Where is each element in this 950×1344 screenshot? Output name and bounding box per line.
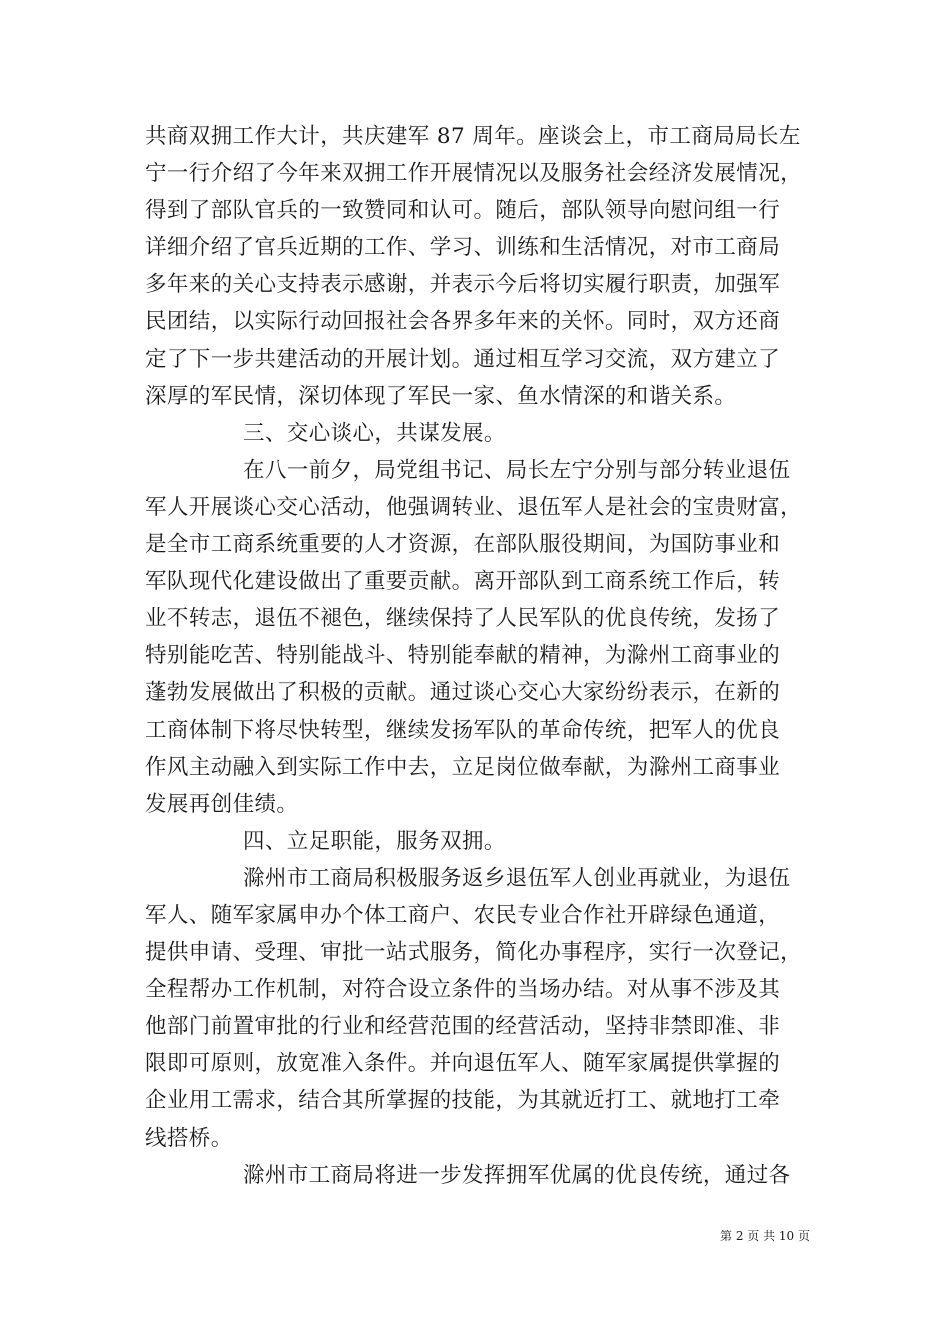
text-line: 共商双拥工作大计，共庆建军 87 周年。座谈会上，市工商局局长左 — [145, 124, 801, 149]
text-line: 提供申请、受理、审批一站式服务，简化办事程序，实行一次登记， — [145, 940, 803, 966]
text-line: 全程帮办工作机制，对符合设立条件的当场办结。对从事不涉及其 — [145, 977, 781, 1003]
text-line: 宁一行介绍了今年来双拥工作开展情况以及服务社会经济发展情况， — [145, 161, 803, 187]
text-line: 军人、随军家属申办个体工商户、农民专业合作社开辟绿色通道， — [145, 902, 781, 928]
text-line: 特别能吃苦、特别能战斗、特别能奉献的精神，为滁州工商事业的 — [145, 643, 781, 669]
text-line: 军队现代化建设做出了重要贡献。离开部队到工商系统工作后，转 — [145, 569, 781, 595]
text-line: 滁州市工商局积极服务返乡退伍军人创业再就业，为退伍 — [243, 865, 791, 891]
text-line: 民团结，以实际行动回报社会各界多年来的关怀。同时，双方还商 — [145, 309, 781, 335]
text-line: 企业用工需求，结合其所掌握的技能，为其就近打工、就地打工牵 — [145, 1088, 781, 1114]
text-line: 限即可原则，放宽准入条件。并向退伍军人、随军家属提供掌握的 — [145, 1051, 781, 1077]
text-line: 四、立足职能，服务双拥。 — [243, 828, 506, 854]
text-line: 多年来的关心支持表示感谢，并表示今后将切实履行职责，加强军 — [145, 272, 781, 298]
text-line: 滁州市工商局将进一步发挥拥军优属的优良传统，通过各 — [243, 1162, 791, 1188]
text-line: 是全市工商系统重要的人才资源，在部队服役期间，为国防事业和 — [145, 532, 781, 558]
text-line: 作风主动融入到实际工作中去，立足岗位做奉献，为滁州工商事业 — [145, 754, 781, 780]
text-line: 深厚的军民情，深切体现了军民一家、鱼水情深的和谐关系。 — [145, 383, 737, 409]
text-line: 定了下一步共建活动的开展计划。通过相互学习交流，双方建立了 — [145, 346, 781, 372]
text-line: 发展再创佳绩。 — [145, 791, 299, 817]
text-line: 线搭桥。 — [145, 1125, 233, 1151]
text-line: 蓬勃发展做出了积极的贡献。通过谈心交心大家纷纷表示，在新的 — [145, 680, 781, 706]
text-line: 业不转志，退伍不褪色，继续保持了人民军队的优良传统，发扬了 — [145, 606, 781, 632]
text-line: 得到了部队官兵的一致赞同和认可。随后，部队领导向慰问组一行 — [145, 198, 781, 224]
text-line: 详细介绍了官兵近期的工作、学习、训练和生活情况，对市工商局 — [145, 235, 781, 261]
text-line: 三、交心谈心，共谋发展。 — [243, 420, 506, 446]
text-line: 军人开展谈心交心活动，他强调转业、退伍军人是社会的宝贵财富， — [145, 494, 803, 520]
document-body — [145, 118, 815, 1194]
text-line: 在八一前夕，局党组书记、局长左宁分别与部分转业退伍 — [243, 457, 791, 483]
page-number: 第 2 页 共 10 页 — [720, 1229, 810, 1243]
text-line: 他部门前置审批的行业和经营范围的经营活动，坚持非禁即准、非 — [145, 1014, 781, 1040]
text-line: 工商体制下将尽快转型，继续发扬军队的革命传统，把军人的优良 — [145, 717, 781, 743]
